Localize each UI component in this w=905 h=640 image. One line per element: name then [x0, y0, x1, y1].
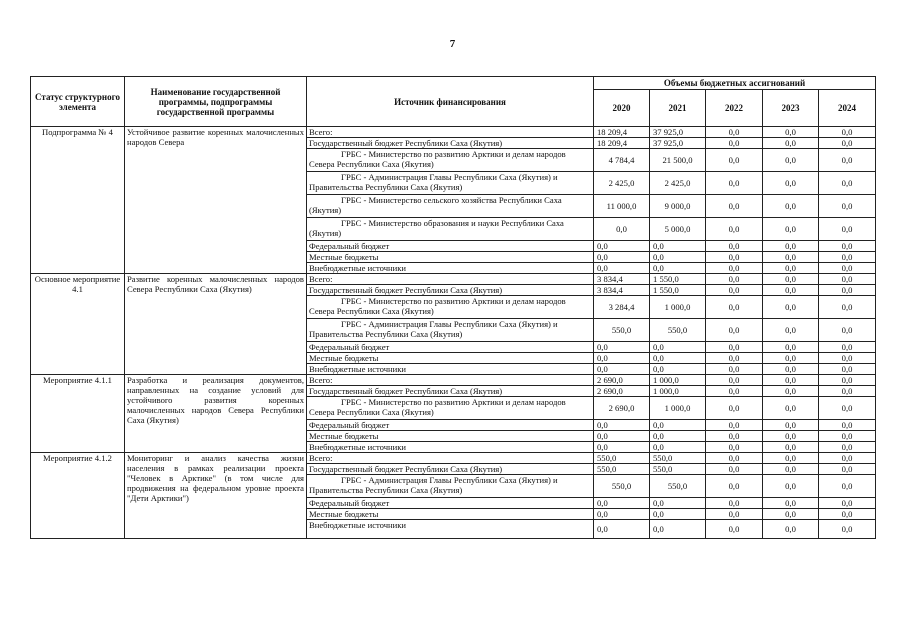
funding-source-cell: Государственный бюджет Республики Саха (Якутия) [307, 138, 594, 149]
amount-cell: 0,0 [819, 274, 876, 285]
funding-source-cell: ГРБС - Министерство образования и науки Республики Саха (Якутия) [307, 218, 594, 241]
table-row [31, 453, 876, 464]
amount-cell: 0,0 [763, 127, 819, 138]
amount-cell: 0,0 [650, 498, 706, 509]
amount-cell: 1 550,0 [650, 274, 706, 285]
amount-cell: 0,0 [594, 431, 650, 442]
amount-cell: 0,0 [706, 172, 763, 195]
amount-cell: 0,0 [763, 353, 819, 364]
amount-cell: 0,0 [706, 342, 763, 353]
header-year: 2021 [650, 90, 706, 127]
amount-cell: 0,0 [819, 464, 876, 475]
funding-source-cell: ГРБС - Администрация Главы Республики Саха (Якутия) и Правительства Республики Саха (Якутия) [307, 475, 594, 498]
amount-cell: 0,0 [763, 498, 819, 509]
funding-source-cell: Федеральный бюджет [307, 498, 594, 509]
amount-cell: 0,0 [650, 353, 706, 364]
amount-cell: 37 925,0 [650, 138, 706, 149]
funding-source-cell: Местные бюджеты [307, 509, 594, 520]
amount-cell: 0,0 [594, 498, 650, 509]
amount-cell: 0,0 [594, 342, 650, 353]
program-name-cell: Мониторинг и анализ качества жизни населения в рамках реализации проекта "Человек в Арктике" (в том числе для продвижения на федеральном уровне проекта "Дети Арктики") [125, 453, 307, 539]
funding-source-cell: ГРБС - Министерство сельского хозяйства Республики Саха (Якутия) [307, 195, 594, 218]
amount-cell: 0,0 [706, 520, 763, 539]
amount-cell: 0,0 [819, 252, 876, 263]
program-name-cell: Устойчивое развитие коренных малочисленных народов Севера [125, 127, 307, 274]
amount-cell: 0,0 [706, 127, 763, 138]
amount-cell: 0,0 [763, 218, 819, 241]
amount-cell: 0,0 [763, 342, 819, 353]
amount-cell: 0,0 [650, 364, 706, 375]
amount-cell: 0,0 [706, 218, 763, 241]
amount-cell: 0,0 [594, 520, 650, 539]
amount-cell: 0,0 [819, 263, 876, 274]
amount-cell: 0,0 [706, 375, 763, 386]
funding-source-cell: ГРБС - Администрация Главы Республики Саха (Якутия) и Правительства Республики Саха (Якутия) [307, 319, 594, 342]
amount-cell: 0,0 [819, 296, 876, 319]
amount-cell: 11 000,0 [594, 195, 650, 218]
amount-cell: 0,0 [819, 386, 876, 397]
amount-cell: 21 500,0 [650, 149, 706, 172]
amount-cell: 0,0 [819, 127, 876, 138]
funding-source-cell: Местные бюджеты [307, 431, 594, 442]
table-row [31, 127, 876, 138]
amount-cell: 0,0 [763, 138, 819, 149]
amount-cell: 550,0 [650, 475, 706, 498]
amount-cell: 0,0 [763, 149, 819, 172]
funding-source-cell: Государственный бюджет Республики Саха (Якутия) [307, 386, 594, 397]
funding-source-cell: ГРБС - Министерство по развитию Арктики и делам народов Севера Республики Саха (Якутия) [307, 149, 594, 172]
amount-cell: 0,0 [706, 498, 763, 509]
funding-source-cell: Государственный бюджет Республики Саха (Якутия) [307, 464, 594, 475]
amount-cell: 2 690,0 [594, 375, 650, 386]
amount-cell: 0,0 [819, 509, 876, 520]
amount-cell: 0,0 [819, 138, 876, 149]
amount-cell: 1 000,0 [650, 375, 706, 386]
amount-cell: 18 209,4 [594, 127, 650, 138]
amount-cell: 0,0 [819, 397, 876, 420]
amount-cell: 0,0 [819, 364, 876, 375]
amount-cell: 0,0 [763, 172, 819, 195]
amount-cell: 0,0 [819, 319, 876, 342]
amount-cell: 0,0 [650, 252, 706, 263]
amount-cell: 550,0 [650, 319, 706, 342]
amount-cell: 0,0 [763, 375, 819, 386]
amount-cell: 0,0 [819, 453, 876, 464]
amount-cell: 1 000,0 [650, 386, 706, 397]
amount-cell: 0,0 [763, 453, 819, 464]
header-year: 2020 [594, 90, 650, 127]
amount-cell: 0,0 [706, 364, 763, 375]
header-status: Статус структурного элемента [31, 77, 125, 127]
amount-cell: 4 784,4 [594, 149, 650, 172]
amount-cell: 3 834,4 [594, 285, 650, 296]
amount-cell: 0,0 [706, 464, 763, 475]
header-source: Источник финансирования [307, 77, 594, 127]
amount-cell: 0,0 [763, 475, 819, 498]
amount-cell: 0,0 [706, 453, 763, 464]
amount-cell: 0,0 [819, 218, 876, 241]
amount-cell: 0,0 [594, 263, 650, 274]
amount-cell: 0,0 [706, 138, 763, 149]
funding-source-cell: Местные бюджеты [307, 252, 594, 263]
table-row [31, 375, 876, 386]
amount-cell: 0,0 [706, 252, 763, 263]
amount-cell: 0,0 [763, 195, 819, 218]
amount-cell: 0,0 [706, 397, 763, 420]
amount-cell: 0,0 [594, 353, 650, 364]
amount-cell: 0,0 [763, 252, 819, 263]
amount-cell: 0,0 [763, 397, 819, 420]
amount-cell: 0,0 [706, 420, 763, 431]
amount-cell: 37 925,0 [650, 127, 706, 138]
amount-cell: 0,0 [706, 195, 763, 218]
amount-cell: 0,0 [819, 149, 876, 172]
amount-cell: 0,0 [650, 342, 706, 353]
funding-source-cell: Внебюджетные источники [307, 442, 594, 453]
funding-source-cell: ГРБС - Администрация Главы Республики Саха (Якутия) и Правительства Республики Саха (Якутия) [307, 172, 594, 195]
amount-cell: 0,0 [763, 285, 819, 296]
amount-cell: 2 425,0 [594, 172, 650, 195]
amount-cell: 0,0 [819, 353, 876, 364]
header-volumes: Объемы бюджетных ассигнований [594, 77, 876, 90]
amount-cell: 0,0 [763, 464, 819, 475]
amount-cell: 0,0 [763, 274, 819, 285]
amount-cell: 0,0 [650, 509, 706, 520]
amount-cell: 0,0 [763, 319, 819, 342]
amount-cell: 0,0 [819, 375, 876, 386]
funding-source-cell: Внебюджетные источники [307, 263, 594, 274]
amount-cell: 2 690,0 [594, 386, 650, 397]
amount-cell: 2 690,0 [594, 397, 650, 420]
funding-source-cell: Всего: [307, 127, 594, 138]
amount-cell: 0,0 [706, 241, 763, 252]
amount-cell: 0,0 [594, 420, 650, 431]
amount-cell: 5 000,0 [650, 218, 706, 241]
amount-cell: 0,0 [594, 241, 650, 252]
amount-cell: 0,0 [650, 241, 706, 252]
amount-cell: 0,0 [763, 442, 819, 453]
status-cell: Мероприятие 4.1.2 [31, 453, 125, 539]
funding-source-cell: Всего: [307, 453, 594, 464]
amount-cell: 0,0 [706, 431, 763, 442]
header-year: 2024 [819, 90, 876, 127]
amount-cell: 0,0 [763, 520, 819, 539]
table-row [31, 274, 876, 285]
amount-cell: 9 000,0 [650, 195, 706, 218]
amount-cell: 0,0 [594, 509, 650, 520]
amount-cell: 0,0 [763, 241, 819, 252]
amount-cell: 1 000,0 [650, 397, 706, 420]
amount-cell: 0,0 [706, 149, 763, 172]
amount-cell: 0,0 [650, 442, 706, 453]
budget-table [30, 76, 876, 539]
amount-cell: 0,0 [819, 442, 876, 453]
amount-cell: 1 550,0 [650, 285, 706, 296]
funding-source-cell: Местные бюджеты [307, 353, 594, 364]
amount-cell: 0,0 [594, 442, 650, 453]
header-year: 2022 [706, 90, 763, 127]
program-name-cell: Разработка и реализация документов, направленных на создание условий для устойчивого развития коренных малочисленных народов Севера Республики Саха (Якутия) [125, 375, 307, 453]
amount-cell: 0,0 [819, 420, 876, 431]
funding-source-cell: Всего: [307, 274, 594, 285]
funding-source-cell: Федеральный бюджет [307, 420, 594, 431]
amount-cell: 0,0 [763, 364, 819, 375]
amount-cell: 0,0 [706, 319, 763, 342]
funding-source-cell: Всего: [307, 375, 594, 386]
amount-cell: 2 425,0 [650, 172, 706, 195]
funding-source-cell: Внебюджетные источники [307, 364, 594, 375]
amount-cell: 0,0 [650, 431, 706, 442]
funding-source-cell: Государственный бюджет Республики Саха (Якутия) [307, 285, 594, 296]
amount-cell: 0,0 [819, 285, 876, 296]
amount-cell: 0,0 [706, 296, 763, 319]
amount-cell: 550,0 [594, 475, 650, 498]
amount-cell: 0,0 [706, 274, 763, 285]
amount-cell: 0,0 [819, 475, 876, 498]
page-number: 7 [449, 38, 456, 50]
amount-cell: 0,0 [819, 498, 876, 509]
amount-cell: 0,0 [763, 509, 819, 520]
header-name: Наименование государственной программы, подпрограммы государственной программы [125, 77, 307, 127]
amount-cell: 0,0 [819, 195, 876, 218]
amount-cell: 0,0 [819, 342, 876, 353]
amount-cell: 0,0 [819, 520, 876, 539]
amount-cell: 550,0 [594, 319, 650, 342]
amount-cell: 0,0 [706, 263, 763, 274]
table-body [31, 127, 876, 539]
amount-cell: 0,0 [706, 353, 763, 364]
amount-cell: 0,0 [594, 252, 650, 263]
amount-cell: 0,0 [706, 386, 763, 397]
amount-cell: 1 000,0 [650, 296, 706, 319]
amount-cell: 0,0 [594, 218, 650, 241]
amount-cell: 0,0 [763, 431, 819, 442]
status-cell: Основное мероприятие 4.1 [31, 274, 125, 375]
amount-cell: 3 284,4 [594, 296, 650, 319]
funding-source-cell: ГРБС - Министерство по развитию Арктики и делам народов Севера Республики Саха (Якутия) [307, 296, 594, 319]
header-year: 2023 [763, 90, 819, 127]
funding-source-cell: Федеральный бюджет [307, 342, 594, 353]
amount-cell: 0,0 [594, 364, 650, 375]
amount-cell: 0,0 [706, 509, 763, 520]
amount-cell: 550,0 [594, 464, 650, 475]
amount-cell: 0,0 [650, 520, 706, 539]
amount-cell: 0,0 [650, 420, 706, 431]
amount-cell: 0,0 [650, 263, 706, 274]
status-cell: Мероприятие 4.1.1 [31, 375, 125, 453]
amount-cell: 550,0 [650, 464, 706, 475]
amount-cell: 0,0 [763, 296, 819, 319]
amount-cell: 0,0 [819, 172, 876, 195]
amount-cell: 0,0 [763, 263, 819, 274]
amount-cell: 550,0 [650, 453, 706, 464]
amount-cell: 0,0 [819, 431, 876, 442]
funding-source-cell: ГРБС - Министерство по развитию Арктики и делам народов Севера Республики Саха (Якутия) [307, 397, 594, 420]
status-cell: Подпрограмма № 4 [31, 127, 125, 274]
amount-cell: 0,0 [819, 241, 876, 252]
amount-cell: 0,0 [763, 386, 819, 397]
amount-cell: 0,0 [706, 475, 763, 498]
funding-source-cell: Федеральный бюджет [307, 241, 594, 252]
amount-cell: 550,0 [594, 453, 650, 464]
funding-source-cell: Внебюджетные источники [307, 520, 594, 539]
amount-cell: 18 209,4 [594, 138, 650, 149]
amount-cell: 0,0 [763, 420, 819, 431]
program-name-cell: Развитие коренных малочисленных народов Севера Республики Саха (Якутия) [125, 274, 307, 375]
amount-cell: 0,0 [706, 442, 763, 453]
amount-cell: 3 834,4 [594, 274, 650, 285]
amount-cell: 0,0 [706, 285, 763, 296]
